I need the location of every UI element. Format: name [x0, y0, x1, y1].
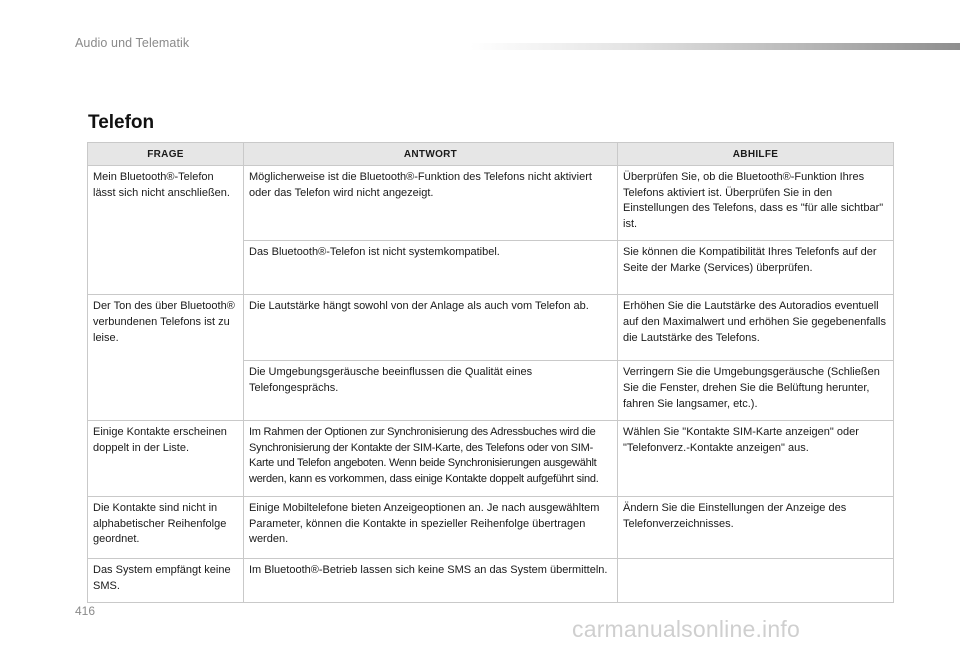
column-header-remedy: ABHILFE	[618, 143, 894, 166]
question-cell: Das System empfängt keine SMS.	[88, 559, 244, 603]
table-row	[88, 421, 894, 497]
table-row	[88, 559, 894, 603]
question-cell: Die Kontakte sind nicht in alphabetischer Reihenfolge geordnet.	[88, 497, 244, 559]
table-row	[88, 295, 894, 361]
answer-cell: Im Bluetooth®-Betrieb lassen sich keine SMS an das System übermitteln.	[244, 559, 618, 603]
table-row	[88, 166, 894, 241]
answer-cell: Möglicherweise ist die Bluetooth®-Funktion des Telefons nicht aktiviert oder das Telefon wird nicht angezeigt.	[244, 166, 618, 241]
remedy-cell	[618, 559, 894, 603]
section-title: Telefon	[88, 112, 155, 133]
page-number: 416	[75, 604, 96, 618]
remedy-cell: Sie können die Kompatibilität Ihres Telefonfs auf der Seite der Marke (Services) überprüfen.	[618, 241, 894, 295]
faq-table	[87, 142, 894, 603]
table-header-row	[88, 143, 894, 166]
column-header-question: FRAGE	[88, 143, 244, 166]
answer-cell: Im Rahmen der Optionen zur Synchronisierung des Adressbuches wird die Synchronisierung der Kontakte der SIM-Karte, des Telefons oder von SIM-Karte und Telefon angeboten. Wenn beide Synchronisierungen ausgewählt werden, kann es vorkommen, dass einige Kontakte doppelt aufgeführt sind.	[244, 421, 618, 497]
answer-cell: Das Bluetooth®-Telefon ist nicht systemkompatibel.	[244, 241, 618, 295]
question-cell: Der Ton des über Bluetooth® verbundenen Telefons ist zu leise.	[88, 295, 244, 421]
remedy-cell: Verringern Sie die Umgebungsgeräusche (Schließen Sie die Fenster, drehen Sie die Belüftung herunter, fahren Sie langsamer, etc.).	[618, 361, 894, 421]
answer-cell: Die Umgebungsgeräusche beeinflussen die Qualität eines Telefongesprächs.	[244, 361, 618, 421]
column-header-answer: ANTWORT	[244, 143, 618, 166]
table-row	[88, 497, 894, 559]
question-cell: Einige Kontakte erscheinen doppelt in der Liste.	[88, 421, 244, 497]
remedy-cell: Ändern Sie die Einstellungen der Anzeige des Telefonverzeichnisses.	[618, 497, 894, 559]
remedy-cell: Wählen Sie "Kontakte SIM-Karte anzeigen" oder "Telefonverz.-Kontakte anzeigen" aus.	[618, 421, 894, 497]
question-cell: Mein Bluetooth®-Telefon lässt sich nicht anschließen.	[88, 166, 244, 295]
watermark: carmanualsonline.info	[572, 616, 800, 642]
header-title: Audio und Telematik	[75, 36, 190, 50]
remedy-cell: Überprüfen Sie, ob die Bluetooth®-Funktion Ihres Telefons aktiviert ist. Überprüfen Sie in den Einstellungen des Telefons, dass es "für alle sichtbar" ist.	[618, 166, 894, 241]
answer-cell: Die Lautstärke hängt sowohl von der Anlage als auch vom Telefon ab.	[244, 295, 618, 361]
remedy-cell: Erhöhen Sie die Lautstärke des Autoradios eventuell auf den Maximalwert und erhöhen Sie gegebenenfalls die Lautstärke des Telefons.	[618, 295, 894, 361]
answer-cell: Einige Mobiltelefone bieten Anzeigeoptionen an. Je nach ausgewähltem Parameter, können die Kontakte in spezieller Reihenfolge übertragen werden.	[244, 497, 618, 559]
header-gradient-bar	[470, 43, 960, 50]
